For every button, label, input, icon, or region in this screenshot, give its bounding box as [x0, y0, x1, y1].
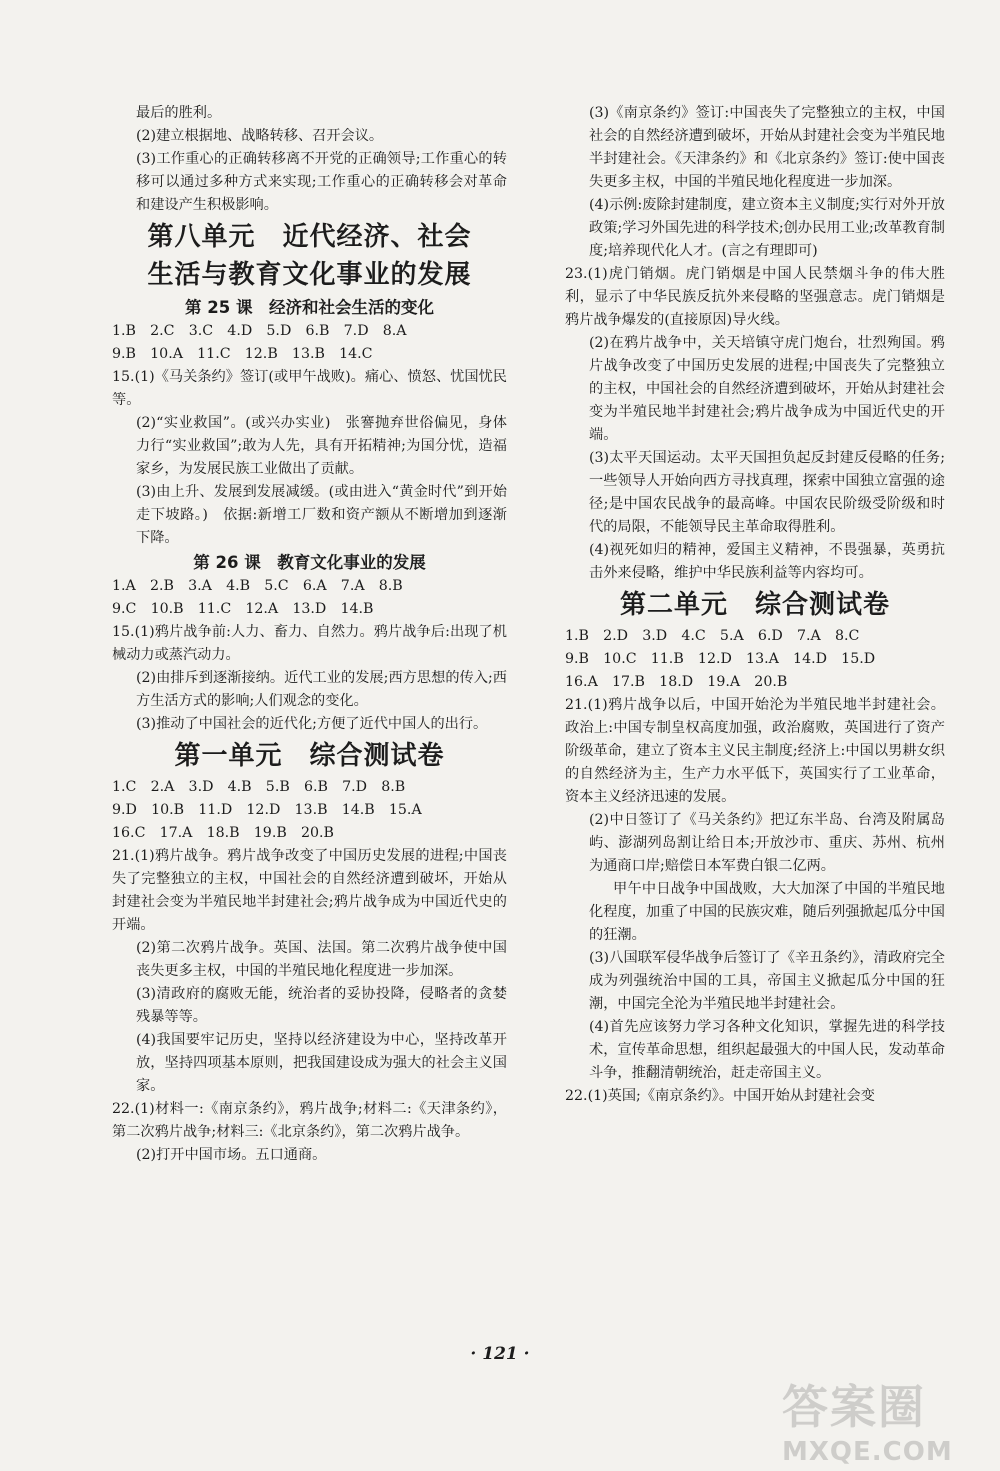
answer-line: 16.C 17.A 18.B 19.B 20.B [112, 825, 334, 841]
watermark-logo [782, 1371, 982, 1467]
answer-line: 22.(1)英国;《南京条约》。中国开始从封建社会变 [565, 1088, 875, 1104]
answer-line: 1.B 2.C 3.C 4.D 5.D 6.B 7.D 8.A [112, 323, 407, 339]
unit-title: 第二单元 综合测试卷 [619, 590, 890, 620]
answer-line: 9.D 10.B 11.D 12.D 13.B 14.B 15.A [112, 802, 422, 818]
answer-line: 23.(1)虎门销烟。虎门销烟是中国人民禁烟斗争的伟大胜利，显示了中华民族反抗外来侵略的坚强意志。虎门销烟是鸦片战争爆发的(直接原因)导火线。 [565, 266, 945, 328]
answer-paragraph: (3)由上升、发展到发展减缓。(或由进入“黄金时代”到开始走下坡路。) 依据:新增工厂数和资产额从不断增加到逐渐下降。 [136, 484, 507, 546]
left-column [112, 102, 507, 1167]
unit-title: 第八单元 近代经济、社会 [147, 222, 472, 252]
answer-line: 9.B 10.C 11.B 12.D 13.A 14.D 15.D [565, 651, 876, 667]
answer-line: 15.(1)鸦片战争前:人力、畜力、自然力。鸦片战争后:出现了机械动力或蒸汽动力。 [112, 624, 507, 663]
answer-paragraph: (2)打开中国市场。五口通商。 [136, 1147, 327, 1163]
answer-paragraph: (2)建立根据地、战略转移、召开会议。 [136, 128, 384, 144]
answer-paragraph: (3)八国联军侵华战争后签订了《辛丑条约》，清政府完全成为列强统治中国的工具，帝国主义掀起瓜分中国的狂潮，中国完全沦为半殖民地半封建社会。 [589, 950, 945, 1012]
answer-line: 1.C 2.A 3.D 4.B 5.B 6.B 7.D 8.B [112, 779, 406, 795]
lesson-title: 第 25 课 经济和社会生活的变化 [185, 298, 434, 317]
answer-paragraph: (3)工作重心的正确转移离不开党的正确领导;工作重心的转移可以通过多种方式来实现;工作重心的正确转移会对革命和建设产生积极影响。 [136, 151, 507, 213]
lesson-title: 第 26 课 教育文化事业的发展 [193, 553, 426, 572]
answer-line: 9.B 10.A 11.C 12.B 13.B 14.C [112, 346, 373, 362]
answer-line: 1.B 2.D 3.D 4.C 5.A 6.D 7.A 8.C [565, 628, 860, 644]
answer-paragraph: (4)首先应该努力学习各种文化知识，掌握先进的科学技术，宣传革命思想，组织起最强大的中国人民，发动革命斗争，推翻清朝统治，赶走帝国主义。 [589, 1019, 945, 1081]
watermark-cn: 答案圈 [782, 1380, 926, 1434]
watermark-en: MXQE.COM [782, 1437, 953, 1467]
right-column [565, 102, 945, 1108]
answer-paragraph: 最后的胜利。 [136, 105, 222, 121]
answer-paragraph: (2)由排斥到逐渐接纳。近代工业的发展;西方思想的传入;西方生活方式的影响;人们观念的变化。 [136, 670, 507, 709]
answer-line: 21.(1)鸦片战争以后，中国开始沦为半殖民地半封建社会。政治上:中国专制皇权高度加强，政治腐败，英国进行了资产阶级革命，建立了资本主义民主制度;经济上:中国以男耕女织的自然经济为主，生产力水平低下，英国实行了工业革命，资本主义经济迅速的发展。 [565, 697, 945, 805]
answer-paragraph: (3)《南京条约》签订:中国丧失了完整独立的主权，中国社会的自然经济遭到破坏，开始从封建社会变为半殖民地半封建社会。《天津条约》和《北京条约》签订:使中国丧失更多主权，中国的半殖民地化程度进一步加深。 [589, 105, 945, 190]
answer-line: 16.A 17.B 18.D 19.A 20.B [565, 674, 788, 690]
answer-paragraph: (2)中日签订了《马关条约》把辽东半岛、台湾及附属岛屿、澎湖列岛割让给日本;开放沙市、重庆、苏州、杭州为通商口岸;赔偿日本军费白银二亿两。 [589, 812, 945, 874]
answer-line: 21.(1)鸦片战争。鸦片战争改变了中国历史发展的进程;中国丧失了完整独立的主权，中国社会的自然经济遭到破坏，开始从封建社会变为半殖民地半封建社会;鸦片战争成为中国近代史的开端。 [112, 848, 507, 933]
answer-line: 22.(1)材料一:《南京条约》，鸦片战争;材料二:《天津条约》，第二次鸦片战争;材料三:《北京条约》，第二次鸦片战争。 [112, 1101, 507, 1140]
answer-line: 15.(1)《马关条约》签订(或甲午战败)。痛心、愤怒、忧国忧民等。 [112, 369, 507, 408]
unit-title: 第一单元 综合测试卷 [174, 741, 445, 771]
answer-paragraph: (2)在鸦片战争中，关天培镇守虎门炮台，壮烈殉国。鸦片战争改变了中国历史发展的进程;中国丧失了完整独立的主权，中国社会的自然经济遭到破坏，开始从封建社会变为半殖民地半封建社会;鸦片战争成为中国近代史的开端。 [589, 335, 945, 443]
unit-title: 生活与教育文化事业的发展 [147, 260, 472, 290]
answer-paragraph: (2)“实业救国”。(或兴办实业) 张謇抛弃世俗偏见，身体力行“实业救国”;敢为人先，具有开拓精神;为国分忧，造福家乡，为发展民族工业做出了贡献。 [136, 415, 507, 477]
answer-line: 9.C 10.B 11.C 12.A 13.D 14.B [112, 601, 374, 617]
answer-paragraph: (4)示例:废除封建制度，建立资本主义制度;实行对外开放政策;学习外国先进的科学技术;创办民用工业;改革教育制度;培养现代化人才。(言之有理即可) [589, 197, 945, 259]
answer-paragraph: 甲午中日战争中国战败，大大加深了中国的半殖民地化程度，加重了中国的民族灾难，随后列强掀起瓜分中国的狂潮。 [589, 881, 945, 943]
answer-line: 1.A 2.B 3.A 4.B 5.C 6.A 7.A 8.B [112, 578, 403, 594]
answer-paragraph: (4)视死如归的精神，爱国主义精神，不畏强暴，英勇抗击外来侵略，维护中华民族利益等内容均可。 [589, 542, 945, 581]
page-number: · 121 · [470, 1344, 530, 1364]
answer-paragraph: (3)推动了中国社会的近代化;方便了近代中国人的出行。 [136, 716, 488, 732]
answer-paragraph: (4)我国要牢记历史，坚持以经济建设为中心，坚持改革开放，坚持四项基本原则，把我国建设成为强大的社会主义国家。 [136, 1032, 507, 1094]
answer-paragraph: (3)清政府的腐败无能，统治者的妥协投降，侵略者的贪婪残暴等等。 [136, 986, 507, 1025]
answer-paragraph: (2)第二次鸦片战争。英国、法国。第二次鸦片战争使中国丧失更多主权，中国的半殖民地化程度进一步加深。 [136, 940, 507, 979]
answer-paragraph: (3)太平天国运动。太平天国担负起反封建反侵略的任务;一些领导人开始向西方寻找真理，探索中国独立富强的途径;是中国农民战争的最高峰。中国农民阶级受阶级和时代的局限，不能领导民主革命取得胜利。 [589, 450, 945, 535]
